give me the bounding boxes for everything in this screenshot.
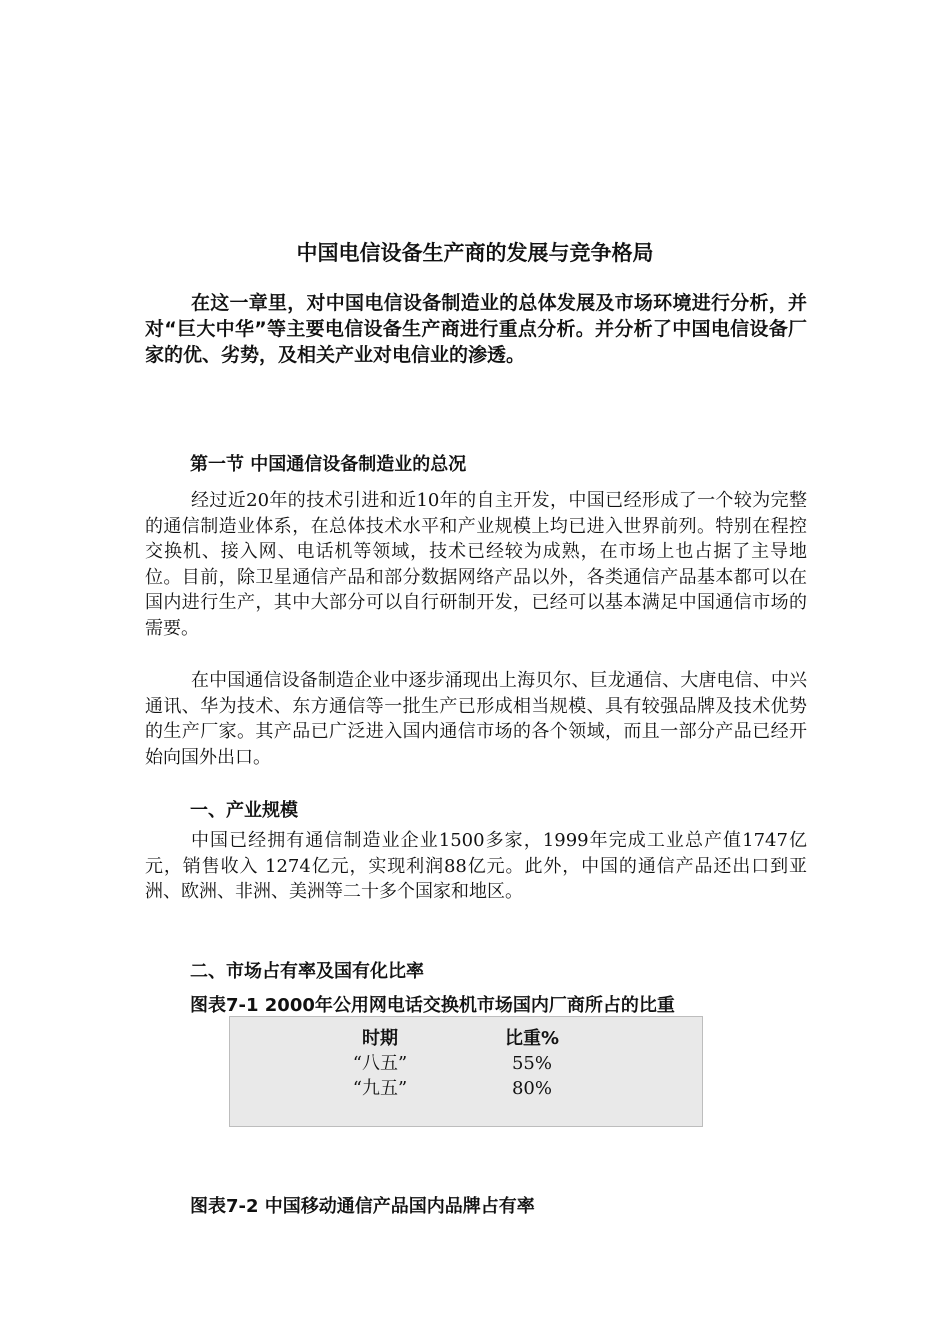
chapter-intro: 在这一章里，对中国电信设备制造业的总体发展及市场环境进行分析，并对“巨大中华”等主要电信设备生产商进行重点分析。并分析了中国电信设备厂家的优、劣势，及相关产业对电信业的渗透。 bbox=[145, 292, 807, 366]
document-title: 中国电信设备生产商的发展与竞争格局 bbox=[296, 241, 654, 265]
paragraph-industry-scale: 中国已经拥有通信制造业企业1500多家，1999年完成工业总产值1747亿元，销售收入 1274亿元，实现利润88亿元。此外，中国的通信产品还出口到亚洲、欧洲、非洲、美洲等二十多个国家和地区。 bbox=[145, 830, 807, 903]
table-cell-share: 80% bbox=[511, 1078, 552, 1099]
section-heading: 第一节 中国通信设备制造业的总况 bbox=[190, 454, 467, 475]
table-header-share: 比重% bbox=[504, 1028, 560, 1049]
table-header-period: 时期 bbox=[362, 1028, 398, 1049]
table-cell-period: “八五” bbox=[352, 1053, 408, 1074]
table-cell-share: 55% bbox=[511, 1053, 552, 1074]
market-share-table bbox=[229, 1016, 703, 1127]
table-cell-period: “九五” bbox=[352, 1078, 408, 1099]
paragraph-overview: 经过近20年的技术引进和近10年的自主开发，中国已经形成了一个较为完整的通信制造业体系，在总体技术水平和产业规模上均已进入世界前列。特别在程控交换机、接入网、电话机等领域，技术已经较为成熟，在市场上也占据了主导地位。目前，除卫星通信产品和部分数据网络产品以外，各类通信产品基本都可以在国内进行生产，其中大部分可以自行研制开发，已经可以基本满足中国通信市场的需要。 bbox=[145, 490, 807, 639]
paragraph-manufacturers: 在中国通信设备制造企业中逐步涌现出上海贝尔、巨龙通信、大唐电信、中兴通讯、华为技术、东方通信等一批生产已形成相当规模、具有较强品牌及技术优势的生产厂家。其产品已广泛进入国内通信市场的各个领域，而且一部分产品已经开始向国外出口。 bbox=[145, 670, 807, 768]
subsection-heading-market-share: 二、市场占有率及国有化比率 bbox=[190, 961, 424, 982]
figure-caption-7-2: 图表7-2 中国移动通信产品国内品牌占有率 bbox=[190, 1196, 535, 1217]
figure-caption-7-1: 图表7-1 2000年公用网电话交换机市场国内厂商所占的比重 bbox=[190, 995, 675, 1016]
subsection-heading-scale: 一、产业规模 bbox=[190, 800, 298, 821]
